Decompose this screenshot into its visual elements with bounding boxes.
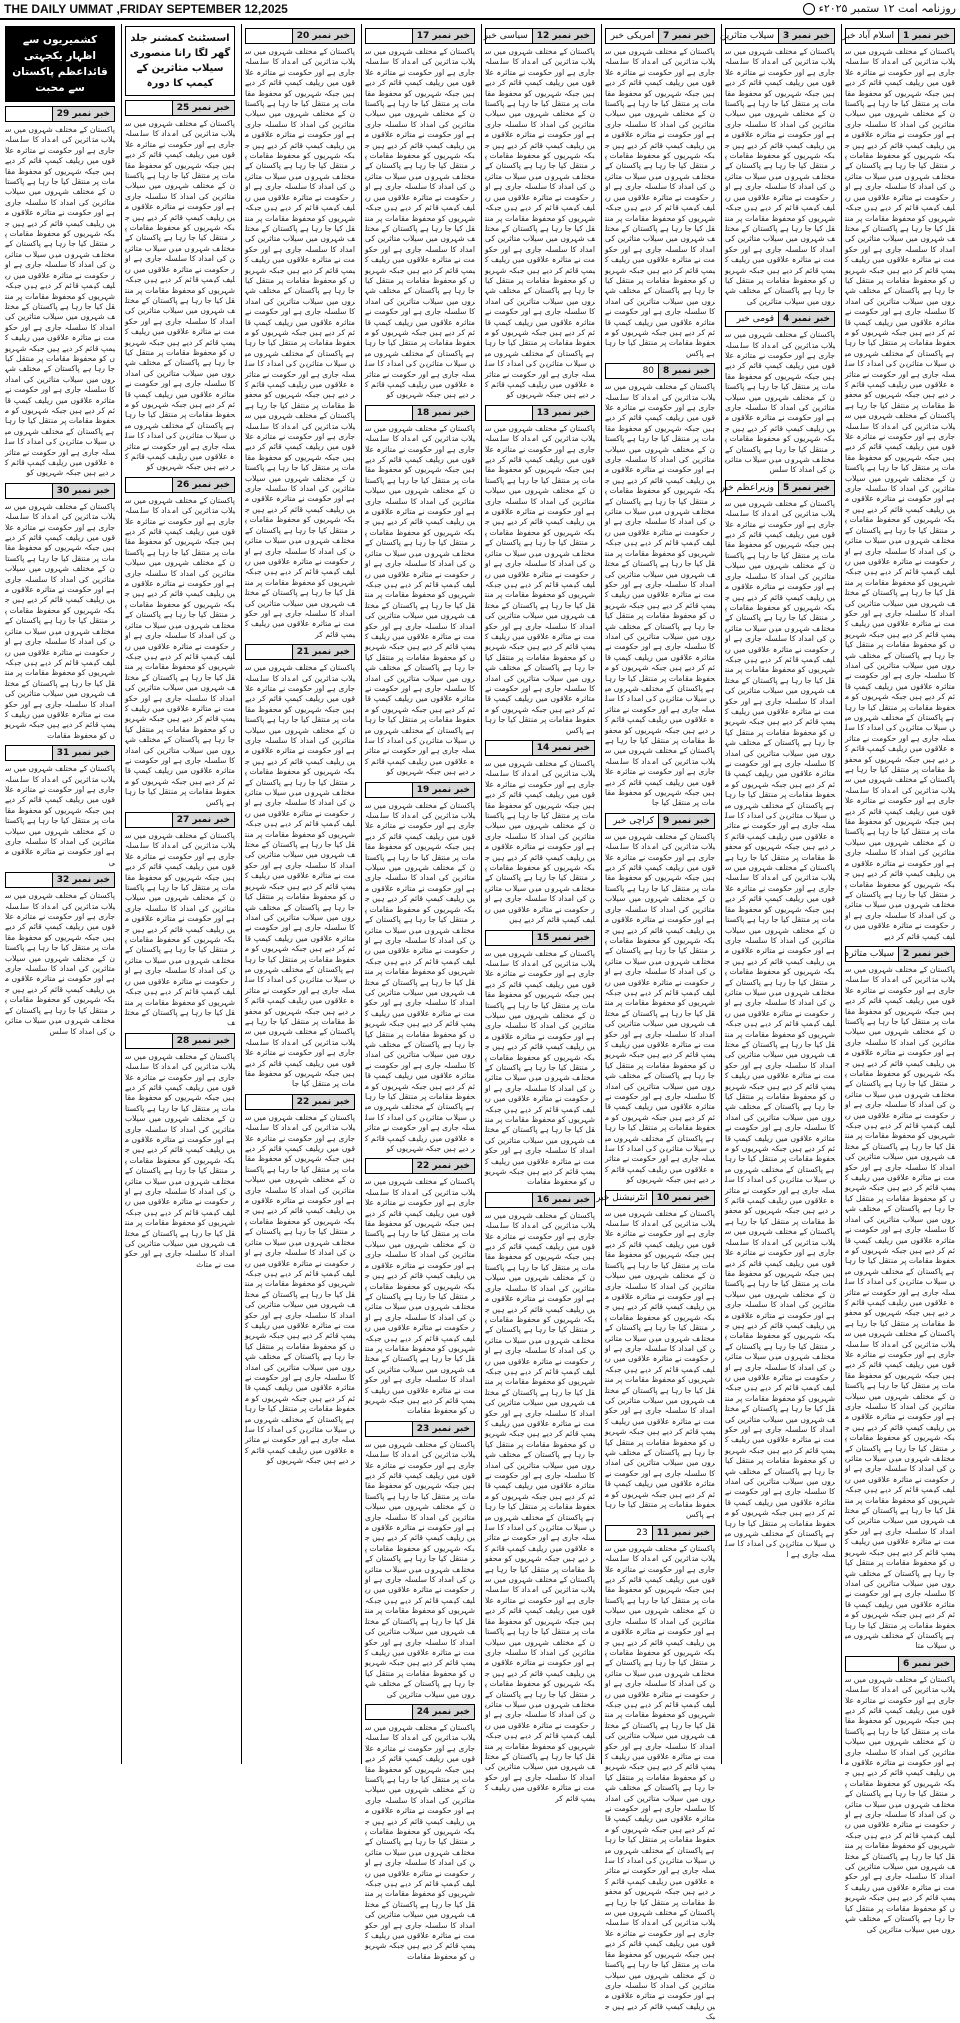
news-title <box>6 484 52 498</box>
headline-line-2: سیلاب متاثرین کے کیمپ کا دورہ <box>136 63 224 89</box>
news-title <box>366 1159 412 1173</box>
news-title: کراچی خبر <box>613 815 655 826</box>
news-title <box>486 741 532 755</box>
news-title <box>366 29 412 43</box>
news-number: خبر نمبر 20 <box>292 29 354 43</box>
banner-line-1: کشمیریوں سے اظہار یکجہتی <box>22 34 98 62</box>
news-number: خبر نمبر 26 <box>172 478 234 492</box>
news-number: خبر نمبر 10 <box>652 1191 714 1205</box>
news-header <box>365 1158 475 1174</box>
news-body: پاکستان کے مختلف شہروں میں سیلاب متاثرین کی امداد کا سلسلہ جاری ہے اور حکومت نے متاثرہ علاقوں میں ریلیف کیمپ قائم کر دیے ہیں جبکہ شہریوں کو محفوظ مقامات پر منتقل کیا جا رہا ہے پاکستان کے مختلف شہروں میں سیلاب متاثرین کی امداد کا سلسلہ جاری ہے اور حکومت نے متاثرہ علاقوں میں ریلیف کیمپ قائم کر دیے ہیں جبکہ شہریوں کو محفوظ مقامات پر منتقل کیا جا رہا ہے پاکستان کے مختلف شہروں میں سیلاب متاثرین کی امداد کا سلسلہ جاری ہے اور حکومت نے متاثرہ علاقوں میں ریلیف کیمپ قائم کر دیے ہیں جبکہ شہریوں کو محفوظ مقامات پر منتقل کیا جا رہا ہے پاکستان کے مختلف شہروں میں سیلاب متاثرین کی امداد کا سلسلہ جاری ہے اور حکومت نے متاثرہ علاقوں میں ریلیف کیمپ قائم کر دیے ہیں جبکہ شہریوں کو محفوظ مقامات پر منتقل کیا جا رہا ہے پاکستان کے مختلف شہروں میں سیلاب متاثرین کی امداد کا سلسلہ جاری ہے اور حکومت نے متاثرہ علاقوں میں ریلیف کیمپ قائم کر دیے ہیں جبکہ شہریوں کو محفوظ مقامات پر منتقل کیا جا رہا ہے پاکستان کے مختلف شہروں میں سیلاب متاثرین کی امداد کا سلسلہ جاری ہے اور حکومت نے متاثرہ علاقوں میں ریلیف کیمپ قائم کر دیے ہیں جبکہ شہریوں کو <box>485 47 595 400</box>
news-number: خبر نمبر 15 <box>532 931 594 945</box>
news-header <box>845 1656 955 1672</box>
news-number: خبر نمبر 18 <box>412 406 474 420</box>
news-body: پاکستان کے مختلف شہروں میں سیلاب متاثرین کی امداد کا سلسلہ جاری ہے اور حکومت نے متاثرہ علاقوں میں ریلیف کیمپ قائم کر دیے ہیں جبکہ شہریوں کو محفوظ مقامات پر منتقل کیا جا رہا ہے پاکستان کے مختلف شہروں میں سیلاب متاثرین کی امداد کا سلسلہ جاری ہے اور حکومت نے متاثرہ علاقوں میں ریلیف کیمپ قائم کر دیے ہیں جبکہ شہریوں کو محفوظ مقامات پر منتقل کیا جا رہا ہے پاکستان کے مختلف شہروں میں سیلاب متاثرین کی امداد کا سلسلہ جاری ہے اور حکومت نے متاثرہ علاقوں میں ریلیف کیمپ قائم کر دیے ہیں جبکہ شہریوں کو محفوظ مقامات پر منتقل کیا جا رہا ہے پاکستان کے مختلف شہروں میں سیلاب متاثرین کی امداد کا سلسلہ جاری ہے اور حکومت نے متاثرہ علاقوں میں ریلیف کیمپ قائم کر دیے ہیں جبکہ شہریوں کو محفوظ مقامات پر منتقل کیا جا رہا ہے پاکستان کے مختلف شہروں میں سیلاب متاثرین کی امداد کا سلسلہ جاری ہے اور حکومت نے متاثرہ علاقوں میں ریلیف کیمپ قائم کر دیے ہیں جبکہ شہریوں کو محفوظ مقامات پر منتقل کیا جا رہا ہے پاکس <box>125 495 235 807</box>
news-header <box>842 28 955 44</box>
news-header <box>605 813 715 829</box>
news-body: پاکستان کے مختلف شہروں میں سیلاب متاثرین کی امداد کا سلسلہ جاری ہے اور حکومت نے متاثرہ علاقوں میں ریلیف کیمپ قائم کر دیے ہیں جبکہ شہریوں کو محفوظ مقامات پر منتقل کیا جا رہا ہے پاکستان کے مختلف شہروں میں سیلاب متاثرین کی امداد کا سلسلہ جاری ہے اور حکومت نے متاثرہ علاقوں میں ریلیف کیمپ قائم کر دیے ہیں جبکہ شہریوں کو محفوظ مقامات پر منتقل کیا جا رہا ہے پاکستان کے مختلف شہروں میں سیلاب متاثرین کی امداد کا سلسلہ جاری ہے اور حکومت نے متاثرہ علاقوں میں ریلیف کیمپ قائم کر دیے ہیں جبکہ شہریوں کو محفوظ مقامات پر منتقل کیا جا رہا ہے پاکستان کے مختلف شہروں میں سیلاب متاثرین کی امداد کا سلسلہ جاری ہے اور حکومت نے متاثرہ علاقوں میں ریلیف کیمپ قائم کر دیے ہیں جبکہ شہریوں کو محفوظ مقامات <box>485 948 595 1187</box>
news-header <box>485 1192 595 1208</box>
news-header <box>125 812 235 828</box>
news-body: پاکستان کے مختلف شہروں میں سیلاب متاثرین کی امداد کا سلسلہ جاری ہے اور حکومت نے متاثرہ علاقوں میں ریلیف کیمپ قائم کر دیے ہیں جبکہ شہریوں کو محفوظ مقامات پر منتقل کیا جا رہا ہے پاکستان کے مختلف شہروں میں سیلاب متاثرین کی امداد کا سلسلہ جاری ہے اور حکومت نے متاثرہ علاقوں میں ریلیف کیمپ قائم کر دیے ہیں جبکہ شہریوں کو محفوظ مقامات پر منتقل کیا جا رہا ہے پاکستان کے مختلف شہروں میں سیلاب متاثرین کی امداد کا سلسلہ جاری ہے اور حکومت نے متاثرہ علاقوں میں ریلیف کیمپ قائم کر دیے ہیں جبکہ شہریوں کو محفوظ مقامات پر منتقل کیا جا رہا ہے پاکستان کے مختلف شہروں میں سیلاب متاثرین کی امداد کا سلسلہ جاری ہے اور حکومت نے متاثرہ علاقوں میں ریلیف کیمپ قائم کر دیے ہیں جبکہ شہریوں کو محفوظ مقامات پر منتقل کیا جا رہا ہے پاکستان کے مختلف شہروں میں سیلاب متاثرین کی <box>845 1674 955 1934</box>
news-title <box>126 101 172 115</box>
masthead-english-title: THE DAILY UMMAT ,FRIDAY SEPTEMBER 12,2025 <box>4 2 288 16</box>
news-header <box>365 1421 475 1437</box>
banner-line-2: قائداعظم پاکستان سے محبت <box>12 66 108 94</box>
newspaper-page <box>2 24 958 2022</box>
headline-line-1: اسسٹنٹ کمشنر جلد گھر لگا رانا منصوری <box>129 33 231 59</box>
news-number: خبر نمبر 16 <box>532 1193 594 1207</box>
news-body: پاکستان کے مختلف شہروں میں سیلاب متاثرین کی امداد کا سلسلہ جاری ہے اور حکومت نے متاثرہ علاقوں میں ریلیف کیمپ قائم کر دیے ہیں جبکہ شہریوں کو محفوظ مقامات پر منتقل کیا جا رہا ہے پاکستان کے مختلف شہروں میں سیلاب متاثرین کی امداد کا سلسلہ جاری ہے اور حکومت نے متاثرہ علاقوں میں ریلیف کیمپ قائم کر دیے ہیں جبکہ شہریوں کو محفوظ مقامات پر منتقل کیا جا رہا ہے پاکستان کے مختلف شہروں میں سیلاب متاثرین کی امداد کا سلسلہ جاری ہے اور حکومت نے متاثرہ علاقوں میں ریلیف کیمپ قائم کر دیے ہیں جبکہ شہریوں کو محفوظ مقامات پر منتقل کیا جا رہا ہے پاکستان کے مختلف شہروں میں سیلاب متاثرین کی امداد کا سلسلہ جاری ہے اور حکومت نے متاثرہ علاقوں میں ریلیف کیمپ قائم کر دیے ہیں جبکہ شہریوں کو محفوظ مقامات <box>365 1177 475 1416</box>
news-title: سیلاب متاثرین <box>719 31 775 41</box>
column-2 <box>721 24 838 1764</box>
news-number: خبر نمبر 25 <box>172 101 234 115</box>
news-header <box>125 477 235 493</box>
news-header <box>365 1704 475 1720</box>
news-number: خبر نمبر 1 <box>898 29 954 43</box>
news-header <box>485 28 595 44</box>
news-number: خبر نمبر 8 <box>658 364 714 378</box>
news-number: خبر نمبر 12 <box>532 29 594 43</box>
news-title <box>366 1422 412 1436</box>
news-title <box>366 783 412 797</box>
news-title <box>6 873 52 887</box>
news-title: قومی خبر <box>736 314 775 325</box>
news-title <box>486 406 532 420</box>
news-body: پاکستان کے مختلف شہروں میں سیلاب متاثرین کی امداد کا سلسلہ جاری ہے اور حکومت نے متاثرہ علاقوں میں ریلیف کیمپ قائم کر دیے ہیں جبکہ شہریوں کو محفوظ مقامات پر منتقل کیا جا رہا ہے پاکستان کے مختلف شہروں میں سیلاب متاثرین کی امداد کا سلسلہ جاری ہے اور حکومت نے متاثرہ علاقوں میں ریلیف کیمپ قائم کر دیے ہیں جبکہ شہریوں کو محفوظ مقامات پر منتقل کیا جا رہا ہے پاکستان کے مختلف شہروں میں سیلاب متاثرین کی امداد کا سلسلہ جاری ہے اور حکومت نے متاثرہ علاقوں میں ریلیف کیمپ قائم کر دیے ہیں جبکہ شہریوں کو محفوظ مقامات پر منتقل کیا جا رہا ہے پاکستان کے مختلف شہروں میں سیلاب متاثرین کی امداد کا سلسلہ جاری ہے اور حکومت نے متاثرہ علاقوں میں ریلیف کیمپ قائم کر دیے ہیں جبکہ شہریوں کو محفوظ مقامات پر منتقل کیا جا رہا ہے پاکستان کے مختلف شہروں میں سیلاب متاثرین کی <box>365 1439 475 1699</box>
masthead-urdu-text: روزنامہ امت ۱۲ ستمبر ۲۰۲۵ء <box>818 2 956 15</box>
news-body: پاکستان کے مختلف شہروں میں سیلاب متاثرین کی امداد کا سلسلہ جاری ہے اور حکومت نے متاثرہ علاقوں میں ریلیف کیمپ قائم کر دیے ہیں جبکہ شہریوں کو محفوظ مقامات پر منتقل کیا جا رہا ہے پاکستان کے مختلف شہروں میں سیلاب متاثرین کی امداد کا سلسلہ جاری ہے اور حکومت نے متاثرہ علاقوں میں ریلیف کیمپ قائم کر دیے ہیں جبکہ شہریوں کو محفوظ مقامات پر منتقل کیا جا رہا ہے پاکستان کے مختلف شہروں میں سیلاب متاثرین کی امداد کا سلسلہ جاری ہے اور حکومت نے متاثرہ علاقوں میں ریلیف کیمپ قائم کر دیے ہیں جبکہ شہریوں کو محفوظ مقامات پر منتقل کیا جا رہا ہے پاکستان کے مختلف شہروں میں سیلاب متاثرین کی امداد کا سلسلہ جاری ہے اور حکومت نے متاثرہ علاقوں میں ریلیف کیمپ قائم کر دیے ہیں جبکہ شہریوں کو محفوظ مقامات پر منتقل کیا جا رہا ہے پاکستان کے مختلف شہروں میں سیلاب متاثرین کی امداد کا سلسلہ جاری ہے اور حکومت نے متاثرہ علاقوں میں ریلیف کیمپ قائم کر دیے ہیں جبکہ شہریوں کو محفوظ مقامات پر منتقل کیا جا رہا ہے پاکستان کے مختلف شہروں میں سیلاب متاثرین کی امداد کا سلسلہ جاری ہے اور حکومت نے متاثرہ علاقوں میں ریلیف کیمپ قائم کر دیے ہیں جبکہ شہریوں کو محفوظ مقامات پر منتقل کیا جا رہا ہے پاکستان کے مختلف شہروں میں سیلاب متاثرین کی امداد کا سلسلہ جاری ہے اور حکومت نے متاثرہ علاقوں میں ریلیف کیمپ قائم کر دیے ہیں جبکہ شہریوں کو محفوظ مقامات پر منتقل کیا جا رہا ہے پاکستان کے مختلف شہروں میں سیلاب متاثرین کی امداد کا سلسلہ جاری ہے اور حکومت نے متاثرہ علاقوں میں ریلیف کیمپ قائم کر دیے ہیں جبکہ شہریوں کو محفوظ مقامات پر منتقل کیا جا رہا ہے پاکستان کے مختلف شہروں میں سیلاب متاثرین کی امداد کا سلسلہ جاری ہے اور حکومت نے متاثرہ علاقوں میں ریلیف کیمپ قائم کر دیے ہیں جبکہ شہریوں کو محفوظ مقامات پر منتقل کیا جا رہا ہے پاکستان کے مختلف شہروں میں سیلاب متاثرین کی امداد کا سلسلہ جاری ہے اور حکومت نے متاثرہ علاقوں میں ریلیف کیمپ قائم کر <box>245 47 355 639</box>
news-header <box>720 480 835 496</box>
news-title <box>6 107 52 121</box>
headline-box <box>125 26 235 96</box>
news-body: پاکستان کے مختلف شہروں میں سیلاب متاثرین کی امداد کا سلسلہ جاری ہے اور حکومت نے متاثرہ علاقوں میں ریلیف کیمپ قائم کر دیے ہیں جبکہ شہریوں کو محفوظ مقامات پر منتقل کیا جا رہا ہے پاکستان کے مختلف شہروں میں سیلاب متاثرین کی امداد کا سلسلہ جاری ہے اور حکومت نے متاثرہ علاقوں میں ریلیف کیمپ قائم کر دیے ہیں جبکہ شہریوں کو محفوظ مقامات پر منتقل کیا جا رہا ہے پاکستان کے مختلف شہروں میں سیلاب متاثرین کی امداد کا سلسلہ جاری ہے اور حکومت نے متاثرہ علاقوں میں ریلیف کیمپ قائم کر دیے ہیں جبکہ شہریوں کو محفوظ مقامات پر منتقل کیا جا رہا ہے پاکستان کے مختلف شہروں میں سیلاب متاثرین کی امداد کا سلسلہ جاری ہے اور حکومت نے متاثرہ علاقوں میں ریلیف کیمپ قائم کر دیے ہیں جبکہ شہریوں کو محفوظ مقامات پر منتقل کیا جا رہا ہے پاکستان کے مختلف شہروں میں سیلاب متاثرین کی امداد کا سلسلہ جاری ہے اور حکومت نے متاثرہ علاقوں میں ریلیف کیمپ قائم کر دیے ہیں جبکہ شہریوں کو محفوظ مقامات پر منتقل کیا جا رہا ہے پاکستان کے مختلف شہروں میں سیلاب متاثرین کی امداد کا سلسلہ جاری ہے اور حکومت نے متاثرہ علاقوں میں ریلیف کیمپ قائم کر دیے ہیں جبکہ شہریوں کو <box>245 1112 355 1466</box>
news-number: خبر نمبر 21 <box>292 645 354 659</box>
news-number: خبر نمبر 6 <box>898 1657 954 1671</box>
banner-headline <box>5 26 115 102</box>
column-3 <box>596 24 718 2022</box>
news-header <box>719 28 835 44</box>
news-header <box>845 946 955 962</box>
news-body: پاکستان کے مختلف شہروں میں سیلاب متاثرین کی امداد کا سلسلہ جاری ہے اور حکومت نے متاثرہ علاقوں میں ریلیف کیمپ قائم کر دیے ہیں جبکہ شہریوں کو محفوظ مقامات پر منتقل کیا جا رہا ہے پاکستان کے مختلف شہروں میں سیلاب متاثرین کی امداد کا سلسلہ جاری ہے اور حکومت نے متاثرہ علاقوں میں ریلیف کیمپ قائم کر دیے ہیں جبکہ شہریوں کو محفوظ مقامات پر منتقل کیا جا رہا ہے پاکستان کے مختلف شہروں میں سیلاب متاثرین کی امداد کا سلسلہ جاری ہے اور حکومت نے متاثرہ علاقوں میں ریلیف کیمپ قائم کر دیے ہیں جبکہ شہریوں کو محفوظ مقامات پر منتقل کیا جا رہا ہے پاکستان کے مختلف شہروں میں سیلاب متاثرین کی امداد کا سلسلہ جاری ہے اور حکومت نے متاثرہ علاقوں میں ریلیف کیمپ قائم کر دیے ہیں جبکہ شہریوں کو محفوظ مقامات <box>5 501 115 740</box>
news-number: خبر نمبر 27 <box>172 813 234 827</box>
news-title: 23 <box>636 1527 648 1538</box>
news-body: پاکستان کے مختلف شہروں میں سیلاب متاثرین کی امداد کا سلسلہ جاری ہے اور حکومت نے متاثرہ علاقوں میں ریلیف کیمپ قائم کر دیے ہیں جبکہ شہریوں کو محفوظ مقامات پر منتقل کیا جا رہا ہے پاکستان کے مختلف شہروں میں سیلاب متاثرین کی امداد کا سلسلہ جاری ہے اور حکومت نے متاثرہ علاقوں میں ریلیف کیمپ قائم کر دیے ہیں جبکہ شہریوں کو محفوظ مقامات پر منتقل کیا جا رہا ہے پاکستان کے مختلف شہروں میں سیلاب متاثرین کی امداد کا سلسلہ جاری ہے اور حکومت نے متاثرہ علاقوں میں ریلیف کیمپ قائم کر دیے ہیں <box>485 759 595 925</box>
news-title <box>126 478 172 492</box>
news-body: پاکستان کے مختلف شہروں میں سیلاب متاثرین کی امداد کا سلسلہ جاری ہے اور حکومت نے متاثرہ علاقوں میں ریلیف کیمپ قائم کر دیے ہیں جبکہ شہریوں کو محفوظ مقامات پر منتقل کیا جا رہا ہے پاکستان کے مختلف شہروں میں سیلاب متاثرین کی امداد کا سلسلہ جاری ہے اور حکومت نے متاثرہ علاقوں میں ریلیف کیمپ قائم کر دیے ہیں جبکہ شہریوں کو محفوظ مقامات پر منتقل کیا جا رہا ہے پاکستان کے مختلف شہروں میں سیلاب متاثرین کی امداد کا سلسلہ جاری ہے اور حکومت نے متاثرہ علاقوں میں ریلیف کیمپ قائم کر دیے ہیں جبکہ شہریوں کو محفوظ مقامات پر منتقل کیا جا رہا ہے پاکستان کے مختلف شہروں میں سیلاب متاثرین کی امداد کا سلسلہ جاری ہے اور حکومت نے متاثرہ علاقوں میں ریلیف کیمپ قائم کر دیے ہیں جبکہ شہریوں کو محفوظ مقامات پر منتقل کیا جا رہا ہے پاکستان کے مختلف شہروں میں سیلاب متاثرین کی امداد کا سلسلہ جاری ہے اور حکومت نے متاثرہ علاقوں میں ریلیف کیمپ قائم کر دیے ہیں جبکہ شہریوں کو محفوظ مقامات پر منتقل کیا جا رہا ہے پاکس <box>605 47 715 358</box>
news-title <box>246 645 292 659</box>
masthead-urdu-title <box>800 2 956 15</box>
news-number: خبر نمبر 30 <box>52 484 114 498</box>
news-number: خبر نمبر 2 <box>898 947 954 961</box>
news-header <box>605 1525 715 1541</box>
news-title: 80 <box>642 366 655 377</box>
news-title <box>366 406 412 420</box>
news-title <box>486 931 532 945</box>
news-number: خبر نمبر 14 <box>532 741 594 755</box>
news-body: پاکستان کے مختلف شہروں میں سیلاب متاثرین کی امداد کا سلسلہ جاری ہے اور حکومت نے متاثرہ علاقوں میں ریلیف کیمپ قائم کر دیے ہیں جبکہ شہریوں کو محفوظ مقامات پر منتقل کیا جا رہا ہے پاکستان کے مختلف شہروں میں سیلاب متاثرین کی امداد کا سلسلہ جاری ہے اور حکومت نے متاثرہ علاقوں میں ریلیف کیمپ قائم کر دیے ہیں جبکہ شہریوں کو محفوظ مقامات پر منتقل کیا جا رہا ہے پاکستان کے مختلف شہروں میں سیلاب متاثرین کی امداد کا سلسلہ جاری ہے اور حکومت نے متاثرہ علاقوں میں ریلیف کیمپ قائم کر دیے ہیں جبکہ شہریوں کو محفوظ مقامات پر منتقل کیا جا رہا ہے پاکستان کے مختلف شہروں میں سیلاب متاثرین کی امداد کا سلسلہ جاری ہے اور حکومت نے متاثرہ علاقوں میں ریلیف کیمپ قائم کر دیے ہیں جبکہ شہریوں کو محفوظ مقامات پر منتقل کیا جا رہا ہے پاکستان کے مختلف شہروں میں سیلاب متاثرین کی امداد کا سلسلہ جاری ہے اور حکومت نے متاثرہ علاقوں میں ریلیف کیمپ قائم کر دیے ہیں جبکہ شہریوں کو محفوظ مقامات پر منتقل کیا جا رہا ہے پاکستان کے مختلف شہروں میں سیلاب متاثرین کی امداد کا سلسلہ جاری ہے اور حکومت نے متاثرہ علاقوں میں ریلیف کیمپ قائم کر دیے ہیں جبکہ شہریوں کو <box>365 423 475 777</box>
news-number: خبر نمبر 24 <box>412 1705 474 1719</box>
news-body: پاکستان کے مختلف شہروں میں سیلاب متاثرین کی امداد کا سلسلہ جاری ہے اور حکومت نے متاثرہ علاقوں میں ریلیف کیمپ قائم کر دیے ہیں جبکہ شہریوں کو محفوظ مقامات پر منتقل کیا جا رہا ہے پاکستان کے مختلف شہروں میں سیلاب متاثرین کی امداد کا سلسلہ جاری ہے اور حکومت نے متاثرہ علاقوں میں ریلیف کیمپ قائم کر دیے ہیں جبکہ شہریوں کو محفوظ مقامات پر منتقل کیا جا رہا ہے پاکستان کے مختلف شہروں میں سیلاب متاثرین کی امداد کا سلسلہ جاری ہے اور حکومت نے متاثرہ علاقوں میں ریلیف کیمپ قائم کر دیے ہیں جبکہ شہریوں کو محفوظ مقامات پر منتقل کیا جا رہا ہے پاکستان کے مختلف شہروں میں سیلاب متاثرین کی امداد کا سلسلہ جاری ہے اور حکومت نے متاثرہ علاقوں میں ریلیف کیمپ قائم کر دیے ہیں جبکہ شہریوں کو محفوظ مقامات پر منتقل کیا جا رہا ہے پاکستان کے مختلف شہروں میں سیلاب متاثرین کی امداد کا سلسلہ جاری ہے اور حکومت نے متاثرہ علاقوں میں ریلیف کیمپ قائم کر دیے ہیں جبکہ شہریوں کو محفوظ مقامات پر منتقل کیا جا رہا ہے پاکس <box>485 423 595 735</box>
news-body: پاکستان کے مختلف شہروں میں سیلاب متاثرین کی امداد کا سلسلہ جاری ہے اور حکومت نے متاثرہ علاقوں میں ریلیف کیمپ قائم کر دیے ہیں جبکہ شہریوں کو محفوظ مقامات پر منتقل کیا جا رہا ہے پاکستان کے مختلف شہروں میں سیلاب متاثرین کی امداد کا سلسلہ جاری ہے اور حکومت نے متاثرہ علاقوں میں ریلیف کیمپ قائم کر دیے ہیں جبکہ شہریوں کو محفوظ مقامات پر منتقل کیا جا رہا ہے پاکستان کے مختلف شہروں میں سیلاب متاثرین کی امداد کا سلسلہ جاری ہے اور حکومت نے متاثرہ علاقوں میں ریلیف کیمپ قائم کر دیے ہیں جبکہ شہریوں کو محفوظ مقامات پر منتقل کیا جا رہا ہے پاکستان کے مختلف شہروں میں سیلاب متاثرین کی امداد کا سلسلہ جاری ہے اور حکومت نے متاثرہ علاقوں میں ریلیف کیمپ قائم کر دیے ہیں جبکہ شہریوں کو محفوظ مقامات پر منتقل کیا جا رہا ہے پاکستان کے مختلف شہروں میں سیلاب متاثرین کی امداد کا سلسلہ جاری ہے اور حکومت نے متاثرہ علاقوں میں ریلیف کیمپ قائم کر دیے ہیں جبکہ شہریوں کو محفوظ مقامات پر منتقل کیا جا رہا ہے پاکستان کے مختلف شہروں میں سیلاب متاثرین کی امداد کا سلسلہ جاری ہے اور حکومت نے متاثرہ علاقوں میں ریلیف کیمپ قائم کر دیے ہیں جبکہ شہریوں کو محفوظ مقامات پر منتقل کیا جا رہا ہے پاکستان کے مختلف شہروں میں سیلاب متاثرین کی امداد کا سلسلہ جاری ہے اور حکومت نے متاثرہ علاقوں میں ریلیف کیمپ قائم کر دیے ہیں جبکہ شہریوں کو محفوظ مقامات پر منتقل کیا جا رہا ہے پاکستان کے مختلف شہروں میں سیلاب متاثرین کی امداد کا سلسلہ جاری ہے اور حکومت نے متاثرہ علاقوں میں ریلیف کیمپ قائم کر دیے ہیں جبک <box>605 1543 715 2022</box>
news-header <box>5 872 115 888</box>
news-title: وزیراعظم خبر <box>720 482 775 493</box>
column-5 <box>361 24 478 1961</box>
news-title <box>126 1034 172 1048</box>
news-body: پاکستان کے مختلف شہروں میں سیلاب متاثرین کی امداد کا سلسلہ جاری ہے اور حکومت نے متاثرہ علاقوں میں ریلیف کیمپ قائم کر دیے ہیں جبکہ شہریوں کو محفوظ مقامات پر منتقل کیا جا رہا ہے پاکستان کے مختلف شہروں میں سیلاب متاثرین کی امداد کا سلسلہ جاری ہے اور حکومت نے متاثرہ علاقوں میں ریلیف کیمپ قائم کر دیے ہیں جبکہ شہریوں کو محفوظ مقامات پر منتقل کیا جا رہا ہے پاکستان کے مختلف شہروں میں سیلاب متاثرین کی امداد کا سلسلہ جاری ہے اور حکومت نے متاثرہ علاقوں میں ریلیف کیمپ قائم کر دیے ہیں جبکہ شہریوں کو محفوظ مقامات پر منتقل کیا جا رہا ہے پاکستان کے مختلف شہروں میں سیلاب متاثرین کی امداد کا سلسلہ جاری ہے اور حکومت نے متاثرہ علاقوں میں ریلیف کیمپ قائم کر دیے ہیں جبکہ شہریوں کو محفوظ مقامات <box>365 1722 475 1961</box>
news-header <box>485 405 595 421</box>
news-title <box>246 1095 292 1109</box>
news-body: پاکستان کے مختلف شہروں میں سیلاب متاثرین کی امداد کا سلسلہ جاری ہے اور حکومت نے متاثرہ علاقوں میں ریلیف کیمپ قائم کر دیے ہیں جبکہ شہریوں کو محفوظ مقامات پر منتقل کیا جا رہا ہے پاکستان کے مختلف شہروں میں سیلاب متاثرین کی امداد کا سلسلہ جاری ہے اور حکومت نے متاثرہ علاقوں میں ریلیف کیمپ قائم کر دیے ہیں جبکہ شہریوں کو محفوظ مقامات پر منتقل کیا جا رہا ہے پاکستان کے مختلف شہروں میں سیلاب متاثرین کی امداد کا سلسلہ جاری ہے اور حکومت نے متاثرہ علاقوں میں ریلیف کیمپ قائم کر دیے ہیں جبکہ شہریوں کو محفوظ مقامات پر منتقل کیا جا رہا ہے پاکستان کے مختلف شہروں میں سیلاب متاثرین کی امداد کا سلسلہ جاری ہے اور حکومت نے متاثرہ علاقوں میں ریلیف کیمپ قائم کر دیے ہیں جبکہ شہریوں کو محفوظ مقامات پر منتقل کیا جا رہا ہے پاکستان کے مختلف شہروں میں سیلاب متاثرین کی امداد کا سلسلہ جاری ہے اور حکومت نے متاثرہ علاقوں میں ریلیف کیمپ قائم کر دیے ہیں جبکہ شہریوں کو محفوظ مقامات پر منتقل کیا جا رہا ہے پاکستان کے مختلف شہروں میں سیلاب متاثرین کی امداد کا سلسلہ جاری ہے اور حکومت نے متاثرہ علاقوں میں ریلیف کیمپ قائم کر دیے ہیں جبکہ شہریوں کو <box>125 119 235 472</box>
news-body: پاکستان کے مختلف شہروں میں سیلاب متاثرین کی امداد کا سلسلہ جاری ہے اور حکومت نے متاثرہ علاقوں میں ریلیف کیمپ قائم کر دیے ہیں جبکہ شہریوں کو محفوظ مقامات پر منتقل کیا جا رہا ہے پاکستان کے مختلف شہروں میں سیلاب متاثرین کی امداد کا سلسلہ جاری ہے اور حکومت نے متاثرہ علاقوں میں ریلیف کیمپ قائم کر دیے ہیں جبکہ شہریوں کو محفوظ مقامات پر منتقل کیا جا رہا ہے پاکستان کے مختلف شہروں میں سیلاب متاثرین کی امداد کا سلسلہ جاری ہے اور حکومت نے متاثرہ علاقوں میں ریلیف کیمپ قائم کر دیے ہیں جبکہ شہریوں کو محفوظ مقامات پر منتقل کیا جا رہا ہے پاکستان کے مختلف <box>125 831 235 1028</box>
news-title: سیاسی خبر <box>483 31 528 41</box>
column-4 <box>481 24 598 1803</box>
news-number: خبر نمبر 31 <box>52 746 114 760</box>
news-header <box>125 100 235 116</box>
column-7 <box>121 24 238 1764</box>
news-header <box>5 483 115 499</box>
news-title: اسلام آباد خبر <box>842 31 895 41</box>
news-number: خبر نمبر 13 <box>532 406 594 420</box>
news-header <box>245 644 355 660</box>
news-number: خبر نمبر 11 <box>652 1526 714 1540</box>
news-body: پاکستان کے مختلف شہروں میں سیلاب متاثرین کی امداد کا سلسلہ جاری ہے اور حکومت نے متاثرہ علاقوں میں ریلیف کیمپ قائم کر دیے ہیں جبکہ شہریوں کو محفوظ مقامات پر منتقل کیا جا رہا ہے پاکستان کے مختلف شہروں میں سیلاب متاثرین کی امداد کا سلسلہ جاری ہے اور حکومت نے متاثرہ علاقوں میں ریلیف کیمپ قائم کر دیے ہیں جبکہ شہریوں کو محفوظ مقامات پر منتقل کیا جا رہا ہے پاکستان کے مختلف شہروں میں سیلاب متاثرین کی امداد کا سلسلہ جاری ہے اور حکومت نے متاثرہ علاقوں میں ریلیف کیمپ قائم کر دیے ہیں جبکہ شہریوں کو محفوظ مقامات پر منتقل کیا جا رہا ہے پاکستان کے مختلف شہروں میں سیلاب متاثرین کی امداد کا سلسلہ جاری ہے اور حکومت نے متاثرہ علاقوں میں ریلیف کیمپ قائم کر دیے ہیں جبکہ شہریوں کو محفوظ مقامات پر منتقل کیا جا رہا ہے پاکستان کے مختلف شہروں میں سیلاب متاثرین کی امداد کا سلسلہ جاری ہے اور حکومت نے متاثرہ علاقوں میں ریلیف کیمپ قائم کر دیے ہیں جبکہ شہریوں کو محفوظ مقامات پر منتقل کیا جا رہا ہے پاکستان کے مختلف شہروں میں سیلاب متاثرین کی امداد کا سلسلہ جاری ہے اور حکومت نے متاثرہ علاقوں میں ریلیف کیمپ قائم کر دیے ہیں جبکہ شہریوں کو <box>365 800 475 1154</box>
news-body: پاکستان کے مختلف شہروں میں سیلاب متاثرین کی امداد کا سلسلہ جاری ہے اور حکومت نے متاثرہ علاقوں میں ریلیف کیمپ قائم کر دیے ہیں جبکہ شہریوں کو محفوظ مقامات پر منتقل کیا جا رہا ہے پاکستان کے مختلف شہروں میں سیلاب متاثرین کی امداد کا سلسلہ جاری ہے اور حکومت نے متاثرہ علاقوں میں ریلیف کیمپ قائم کر دیے ہیں جبکہ شہریوں کو محفوظ مقامات پر منتقل کیا جا رہا ہے پاکستان کے مختلف شہروں میں سیلاب متاثرین کی امداد کا سلسلہ جاری ہے اور حکومت نے متاثرہ علاقوں میں ریلیف کیمپ قائم کر دیے ہیں جبکہ شہریوں کو محفوظ مقامات پر منتقل کیا جا رہا ہے پاکستان کے مختلف شہروں میں سیلاب متاثرین کی امداد کا سلسلہ جاری ہے اور حکومت نے متاثرہ علاقوں میں ریلیف کیمپ قائم کر دیے ہیں جبکہ شہریوں کو محفوظ مقامات پر منتقل کیا جا رہا ہے پاکستان کے مختلف شہروں میں سیلاب متاثرین کی <box>725 47 835 306</box>
news-title <box>486 1193 532 1207</box>
news-body: پاکستان کے مختلف شہروں میں سیلاب متاثرین کی امداد کا سلسلہ جاری ہے اور حکومت نے متاثرہ علاقوں میں ریلیف کیمپ قائم کر دیے ہیں جبکہ شہریوں کو محفوظ مقامات پر منتقل کیا جا رہا ہے پاکستان کے مختلف شہروں میں سیلاب متاثرین کی امداد کا سلسلہ جاری ہے اور حکومت نے متاثرہ علاقوں میں ریلیف کیمپ قائم کر دیے ہیں جبکہ شہریوں کو محفوظ مقامات پر منتقل کیا جا رہا ہے پاکستان کے مختلف شہروں میں سیلاب متاثرین کی امداد کا سلسلہ جاری ہے اور حکومت نے متاثرہ علاقوں میں ریلیف کیمپ قائم کر دیے ہیں جبکہ شہریوں کو محفوظ مقامات پر منتقل کیا جا رہا ہے پاکستان کے مختلف شہروں میں سیلاب متاثرین کی امداد کا سلسلہ جاری ہے اور حکومت نے متاثرہ علاقوں میں ریلیف کیمپ قائم کر دیے ہیں جبکہ شہریوں کو محفوظ مقامات پر منتقل کیا جا رہا ہے پاکستان کے مختلف شہروں میں سیلاب متاثرین کی امداد کا سلسلہ جاری ہے اور حکومت نے متاثرہ علاقوں میں ریلیف کیمپ قائم کر دیے ہیں جبکہ شہریوں کو محفوظ مقامات پر منتقل کیا جا رہا ہے پاکس <box>605 1208 715 1520</box>
column-6 <box>241 24 358 1764</box>
news-number: خبر نمبر 4 <box>778 312 834 326</box>
news-body: پاکستان کے مختلف شہروں میں سیلاب متاثرین کی امداد کا سلسلہ جاری ہے اور حکومت نے متاثرہ علاقوں میں ریلیف کیمپ قائم کر دیے ہیں جبکہ شہریوں کو محفوظ مقامات پر منتقل کیا جا رہا ہے پاکستان کے مختلف شہروں میں سیلاب متاثرین کی امداد کا سلسلہ جاری ہے اور حکومت نے متاثرہ علاقوں میں ریلیف کیمپ قائم کر دیے ہیں جبکہ شہریوں کو محفوظ مقامات پر منتقل کیا جا رہا ہے پاکستان کے مختلف شہروں میں سیلاب متاثرین کی امداد کا سلسلہ جاری ہے اور حکومت نے متاثرہ علاقوں میں ریلیف کیمپ قائم کر دیے ہیں جبکہ شہریوں کو محفوظ مقامات پر منتقل کیا جا رہا ہے پاکستان کے مختلف شہروں میں سیلاب متاثرین کی امداد کا سلسلہ جاری ہے اور حکومت نے متاثرہ علاقوں میں ریلیف کیمپ قائم کر دیے ہیں جبکہ شہریوں کو محفوظ مقامات پر منتقل کیا جا رہا ہے پاکستان کے مختلف شہروں میں سیلاب متاثرین کی امداد کا سلسلہ جاری ہے اور حکومت نے متاثرہ علاقوں میں ریلیف کیمپ قائم کر دیے ہیں جبکہ شہریوں کو محفوظ مقامات پر منتقل کیا جا رہا ہے پاکستان کے مختلف شہروں میں سیلاب متاثرین کی امداد کا سلسلہ جاری ہے اور حکومت نے متاثرہ علاقوں میں ریلیف کیمپ قائم کر دیے ہیں جبکہ شہریوں کو <box>605 831 715 1185</box>
news-number: خبر نمبر 19 <box>412 783 474 797</box>
news-number: خبر نمبر 28 <box>172 1034 234 1048</box>
news-number: خبر نمبر 23 <box>412 1422 474 1436</box>
masthead <box>0 0 960 20</box>
news-header <box>365 782 475 798</box>
news-body: پاکستان کے مختلف شہروں میں سیلاب متاثرین کی امداد کا سلسلہ جاری ہے اور حکومت نے متاثرہ علاقوں میں ریلیف کیمپ قائم کر دیے ہیں جبکہ شہریوں کو محفوظ مقامات پر منتقل کیا جا رہا ہے پاکستان کے مختلف شہروں میں سیلاب متاثرین کی امداد کا سلسلہ جاری ہے اور حکومت نے متاثرہ علاقوں میں ریلیف کیمپ قائم کر دیے ہیں جبکہ شہریوں کو محفوظ مقامات پر منتقل کیا جا رہا ہے پاکستان کے مختلف شہروں میں سیلاب متاثرین کی امداد کا سلسلہ جاری ہے اور حکومت نے متاثرہ علاقوں میں ریلیف کیمپ قائم کر دیے ہیں جبکہ شہریوں کو محفوظ مقامات پر منتقل کیا جا رہا ہے پاکستان کے مختلف شہروں میں سیلاب متاثرین کی امداد کا سلسلہ جاری ہے اور حکومت نے متاثرہ علاقوں میں ریلیف کیمپ قائم کر دیے ہیں جبکہ شہریوں کو محفوظ مقامات پر منتقل کیا جا رہا ہے پاکستان کے مختلف شہروں میں سیلاب متاثرین کی امداد کا سلسلہ جاری ہے اور حکومت نے متاثرہ علاقوں میں ریلیف کیمپ قائم کر دیے ہیں جبکہ شہریوں کو محفوظ مقامات پر منتقل کیا جا رہا ہے پاکستان کے مختلف شہروں میں سیلاب متاثرین کی امداد کا سلسلہ جاری ہے اور حکومت نے متاثرہ علاقوں میں ریلیف کیمپ قائم کر دیے ہیں جبکہ شہریوں کو محفوظ مقامات پر منتقل کیا جا رہا ہے پاکستان کے مختلف شہروں میں سیلاب متاثرین کی امداد کا سلسلہ جاری ہے اور حکومت نے متاثرہ علاقوں میں ریلیف کیمپ قائم کر دیے ہیں جبکہ شہریوں کو محفوظ مقامات پر منتقل کیا جا رہا ہے پاکستان کے مختلف شہروں میں سیلاب متاثرین کی امداد کا سلسلہ جاری ہے اور حکومت نے متاثرہ علاقوں میں ریلیف کیمپ قائم کر دیے ہیں جبکہ شہریوں کو محفوظ مقامات پر منتقل کیا جا رہا ہے پاکستان کے مختلف شہروں میں سیلاب متاثرین کی امداد کا سلسلہ جاری ہے اور حکومت نے متاثرہ علاقوں میں ریلیف کیمپ قائم کر دیے ہیں جبکہ شہریوں کو محفوظ مقامات پر منتقل کیا جا رہا ہے پاکستان کے مختلف شہروں میں سیلاب متاثرین کی امداد کا سلسلہ جاری ہے اور حکومت نے متاثرہ علاقوں میں ریلیف کیمپ قائم کر دیے ہیں جبکہ شہریوں کو محفوظ مقامات پر منتقل کیا جا رہا ہے پاکستان کے مختلف شہروں میں سیلاب متاثرین کی امداد کا سلسلہ جاری ہے اور حکومت نے متاثرہ علاقوں میں ریلیف کیمپ قائم کر دیے ہیں جبکہ شہریوں کو محفوظ مقامات پر منتقل کیا جا رہا ہے پاکستان کے مختلف شہروں میں سیلاب متاثرین کی امداد کا سلسلہ جاری ہے اور حکومت نے متاثرہ علاقوں میں ریلیف کیمپ قائم کر دیے ہیں جبکہ شہریوں کو محفوظ مقامات پر منتقل کیا جا رہا ہے پاکستان کے مختلف شہروں میں سیلاب متاثرین کی امداد کا سلسلہ جاری ہے اور حکومت نے متاثرہ علاقوں میں ریلیف کیمپ قائم کر دیے ہیں جبکہ شہریوں کو محفوظ مقامات پر منتقل کیا جا رہا ہے پاکستان کے مختلف شہروں میں سیلاب متاثرین کی امداد کا سلسلہ جاری ہے اور حکومت نے متاثرہ علاقوں میں ریلیف کیمپ قائم کر دیے ہیں جبکہ شہریوں کو محفوظ مقامات پر منتقل کیا جا رہا ہے پاکستان کے مختلف شہروں میں سیلاب متاثرین کی امداد کا سلسلہ جاری ہے اور حکومت نے متاثرہ علاقوں میں ریلیف کیمپ قائم کر دیے <box>845 47 955 941</box>
news-title: امریکی خبر <box>610 31 655 41</box>
column-8 <box>2 24 118 1764</box>
news-header <box>605 28 715 44</box>
news-header <box>605 363 715 379</box>
news-header <box>125 1033 235 1049</box>
news-title: سیلاب متاثرہ <box>844 948 895 959</box>
news-number: خبر نمبر 7 <box>658 29 714 43</box>
news-number: خبر نمبر 5 <box>778 481 834 495</box>
news-title <box>366 1705 412 1719</box>
news-body: پاکستان کے مختلف شہروں میں سیلاب متاثرین کی امداد کا سلسلہ جاری ہے اور حکومت نے متاثرہ علاقوں میں ریلیف کیمپ قائم کر دیے ہیں جبکہ شہریوں کو محفوظ مقامات پر منتقل کیا جا رہا ہے پاکستان کے مختلف شہروں میں سیلاب متاثرین کی امداد کا سلسلہ جاری ہے اور حکومت نے متاثرہ علاقوں میں ریلیف کیمپ قائم کر دیے ہیں جبکہ شہریوں کو محفوظ مقامات پر منتقل کیا جا رہا ہے پاکستان کے مختلف شہروں میں سیلاب متاثرین کی امداد کا سلسلہ جاری ہے اور حکومت نے متاثرہ علاقوں میں ریلیف کیمپ قائم کر دیے ہیں جبکہ شہریوں کو محفوظ مقامات پر منتقل کیا جا رہا ہے پاکستان کے مختلف شہروں میں سیلاب متاثرین کی امداد کا سلسلہ جاری ہے اور حکومت نے متاثرہ علاقوں میں ریلیف کیمپ قائم کر دیے ہیں جبکہ شہریوں کو محفوظ مقامات پر منتقل کیا جا رہا ہے پاکستان کے مختلف شہروں میں سیلاب متاثرین کی امداد کا سلسلہ جاری ہے اور حکومت نے متاثرہ علاقوں میں ریلیف کیمپ قائم کر دیے ہیں جبکہ شہریوں کو محفوظ مقامات پر منتقل کیا جا رہا ہے پاکستان کے مختلف شہروں میں سیلاب متاثرین کی امداد کا سلسلہ جاری ہے اور حکومت نے متاثرہ علاقوں میں ریلیف کیمپ قائم کر دیے ہیں جبکہ شہریوں کو محفوظ مقامات پر منتقل کیا جا رہا ہے پاکستان کے مختلف شہروں میں سیلاب متاثرین کی امداد کا سلسلہ جاری ہے اور حکومت نے متاثرہ علاقوں میں ریلیف کیمپ قائم کر دیے ہیں جبکہ شہریوں کو محفوظ مقامات پر منتقل کیا جا رہا ہے پاکستان کے مختلف شہروں میں سیلاب متاثرین کی امداد کا سلسلہ جاری ہے اور حکومت نے متاثرہ علاقوں میں ریلیف کیمپ قائم کر دیے ہیں جبکہ شہریوں کو محفوظ مقامات پر منتقل کیا جا رہا ہے پاکستان کے مختلف شہروں میں سیلاب متاثرین کی امداد کا سلسلہ جاری ہے اور حکومت نے متاثرہ علاقوں میں ریلیف کیمپ قائم کر دیے ہیں جبکہ شہریوں کو محفوظ مقامات پر منتقل کیا جا رہا ہے پاکستان کے مختلف شہروں میں سیلاب متاثرین کی امداد کا سلسلہ جاری ہے اور حکومت نے متاثرہ علاقوں میں ریلیف کیمپ قائم کر <box>485 1210 595 1803</box>
news-title <box>126 813 172 827</box>
news-header <box>365 28 475 44</box>
news-body: پاکستان کے مختلف شہروں میں سیلاب متاثرین کی امداد کا سلسلہ جاری ہے اور حکومت نے متاثرہ علاقوں میں ریلیف کیمپ قائم کر دیے ہیں جبکہ شہریوں کو محفوظ مقامات پر منتقل کیا جا رہا ہے پاکستان کے مختلف شہروں میں سیلاب متاثرین کی امداد کا سلسلہ جاری ہے اور حکومت نے متاثرہ علاقوں میں ریلیف کیمپ قائم کر دیے ہیں جبکہ شہریوں کو محفوظ مقامات پر منتقل کیا جا رہا ہے پاکستان کے مختلف شہروں میں سیلاب متاثرین کی امداد کا سلسلہ جاری ہے اور حکومت نے متاثرہ علاقوں میں ریلیف کیمپ قائم کر دیے ہیں جبکہ شہریوں کو محفوظ مقامات پر منتقل کیا جا رہا ہے پاکستان کے مختلف شہروں میں سیلاب متاثرین کی امداد کا سلسلہ جاری ہے اور حکومت نے متاثرہ علاقوں میں ریلیف کیمپ قائم کر دیے ہیں جبکہ شہریوں کو محفوظ مقامات پر منتقل کیا جا رہا ہے پاکستان کے مختلف شہروں میں سیلاب متاثرین کی امداد کا سلسلہ جاری ہے اور حکومت نے متاثرہ علاقوں میں ریلیف کیمپ قائم کر دیے ہیں جبکہ شہریوں کو محفوظ مقامات پر منتقل کیا جا رہا ہے پاکستان کے مختلف شہروں میں سیلاب متاثرین کی امداد کا سلسلہ جاری ہے اور حکومت نے متاثرہ علاقوں میں ریلیف کیمپ قائم کر دیے ہیں جبکہ شہریوں کو محفوظ مقامات پر منتقل کیا جا رہا ہے پاکستان کے مختلف شہروں میں سیلاب متاثرین کی امداد کا سلسلہ جاری ہے اور حکومت نے متاثرہ علاقوں میں ریلیف کیمپ قائم کر دیے ہیں جبکہ شہریوں کو محفوظ مقامات پر منتقل کیا جا <box>605 382 715 808</box>
news-header <box>485 740 595 756</box>
news-body: پاکستان کے مختلف شہروں میں سیلاب متاثرین کی امداد کا سلسلہ جاری ہے اور حکومت نے متاثرہ علاقوں میں ریلیف کیمپ قائم کر دیے ہیں جبکہ شہریوں کو محفوظ مقامات پر منتقل کیا جا رہا ہے پاکستان کے مختلف شہروں میں سیلاب متاثرین کی امداد کا سلسلہ جاری ہے اور حکومت نے متاثرہ علاقوں میں ریلیف کیمپ قائم کر دیے ہیں جبکہ شہریوں کو محفوظ مقامات پر منتقل کیا جا رہا ہے پاکستان کے مختلف شہروں میں سیلاب متاثرین کی امداد کا سلسلہ جاری ہے اور حکومت نے متاثرہ علاقوں میں ریلیف کیمپ قائم کر دیے ہیں جبکہ شہریوں کو محفوظ مقامات پر منتقل کیا جا رہا ہے پاکستان کے مختلف شہروں میں سیلاب متاثرین کی امداد کا سلسلہ جاری ہے اور حکومت نے متاثرہ علاقوں میں ریلیف کیمپ قائم کر دیے ہیں جبکہ شہریوں کو محفوظ مقامات پر منتقل کیا جا رہا ہے پاکستان کے مختلف شہروں میں سیلاب متاثرین کی امداد کا سلسلہ جاری ہے اور حکومت نے متاثرہ علاقوں میں ریلیف کیمپ قائم کر دیے ہیں جبکہ شہریوں کو محفوظ مقامات پر منتقل کیا جا رہا ہے پاکستان کے مختلف شہروں میں سیلاب متاثرین کی امداد کا سلسلہ جاری ہے اور حکومت نے متاثرہ علاقوں میں ریلیف کیمپ قائم کر دیے ہیں جبکہ شہریوں کو <box>365 47 475 400</box>
news-header <box>5 745 115 761</box>
news-number: خبر نمبر 3 <box>778 29 834 43</box>
newspaper-logo-icon <box>803 3 815 15</box>
news-body: پاکستان کے مختلف شہروں میں سیلاب متاثرین کی امداد کا سلسلہ جاری ہے اور حکومت نے متاثرہ علاقوں میں ریلیف کیمپ قائم کر دیے ہیں جبکہ شہریوں کو محفوظ مقامات پر منتقل کیا جا رہا ہے پاکستان کے مختلف شہروں میں سیلاب متاثرین کی امداد کا سلسلہ جاری ہے اور حکومت نے متاثرہ علاقوں میں ریلیف کیمپ قائم کر دیے ہیں جبکہ شہریوں کو محفوظ مقامات پر منتقل کیا جا رہا ہے پاکستان کے مختلف شہروں میں سیلاب متاثرین کی امداد کا سلسلہ جاری ہے اور حکومت نے متاثرہ علاقوں میں ریلیف کیمپ قائم کر دیے ہیں جبکہ شہریوں کو محفوظ مقامات پر منتقل کیا جا رہا ہے پاکستان کے مختلف شہروں میں سیلاب متاثرین کی امداد کا سلسلہ جاری ہے اور حکومت نے متاثرہ علاقوں میں ریلیف کیمپ قائم کر دیے ہیں جبکہ شہریوں کو محفوظ مقامات پر منتقل کیا جا رہا ہے پاکستان کے مختلف شہروں میں سیلاب متاثرین کی امداد کا سلسلہ جاری ہے اور حکومت نے متاثرہ علاقوں میں ریلیف کیمپ قائم کر دیے ہیں جبکہ شہریوں کو محفوظ مقامات پر منتقل کیا جا رہا ہے پاکستان کے مختلف شہروں میں سیلاب متاثرین کی امداد کا سلسلہ جاری ہے اور حکومت نے متاثرہ علاقوں میں ریلیف کیمپ قائم کر دیے ہیں جبکہ شہریوں کو محفوظ مقامات پر منتقل کیا جا رہا ہے پاکستان کے مختلف شہروں میں سیلاب متاثرین کی امداد کا سلسلہ جاری ہے اور حکومت نے متاثرہ علاقوں میں ریلیف کیمپ قائم کر دیے ہیں جبکہ شہریوں کو محفوظ مقامات پر منتقل کیا جا رہا ہے پاکستان کے مختلف شہروں میں سیلاب متاثرین کی امداد کا سلسلہ جاری ہے اور حکومت نے متاثرہ علاقوں میں ریلیف کیمپ قائم کر دیے ہیں جبکہ شہریوں کو محفوظ مقامات پر منتقل کیا جا رہا ہے پاکستان کے مختلف شہروں میں سیلاب متاثرین کی امداد کا سلسلہ جاری ہے اور حکومت نے متاثرہ علاقوں میں ریلیف کیمپ قائم کر دیے ہیں جبکہ شہریوں کو محفوظ مقامات پر منتقل کیا جا رہا ہے پاکستان کے مختلف شہروں میں سیلاب متاثرین کی امداد کا سلسلہ جاری ہے اور حکومت نے متاثرہ علاقوں میں ریلیف کیمپ قائم کر دیے ہیں جبکہ شہریوں کو محفوظ مقامات پر منتقل کیا جا رہا ہے پاکستان کے مختلف شہروں میں سیلاب متاثرین کی امداد کا سلسلہ جاری ہے اور حکومت نے متاثرہ علاقوں میں ریلیف کیمپ قائم کر دیے ہیں جبکہ شہریوں کو محفوظ مقامات پر منتقل کیا جا رہا ہے پاکستان کے مختلف شہروں میں سیلاب متاثرین کی امداد کا سلسلہ جاری ہے اور حکومت نے متاثرہ علاقوں میں ریلیف کیمپ قائم کر دیے ہیں جبکہ شہریوں کو محفوظ مقامات پر منتقل کیا جا رہا ہے پاکستان کے مختلف شہروں میں سیلاب متاثرین کی امداد کا سلسلہ جاری ہے اور حکومت نے متاثرہ علاقوں میں ریلیف کیمپ قائم کر دیے ہیں جبکہ شہریوں کو محفوظ مقامات پر منتقل کیا جا رہا ہے پاکستان کے مختلف شہروں میں سیلاب متاثرین کی امداد کا سلسلہ جاری ہے اور حکومت نے متاثرہ علاقوں میں ریلیف کیمپ قائم کر دیے ہیں جبکہ شہریوں کو محفوظ مقامات پر منتقل کیا جا رہا ہے پاکستان کے مختلف شہروں میں سیلاب متاثرین کی امداد کا سلسلہ جاری ہے اور حکومت نے متاثرہ علاقوں میں ریلیف کیمپ قائم کر دیے ہیں جبکہ شہریوں کو محفوظ مقامات پر منتقل کیا جا رہا ہے پاکستان کے مختلف شہروں میں سیلاب متاثرین کی امداد کا سلسلہ جاری ہے اور حکومت نے متاثرہ علاقوں میں ریلیف کیمپ قائم کر دیے ہیں جبکہ شہریوں کو محفوظ مقامات پر منتقل کیا جا رہا ہے پاکستان کے مختلف شہروں میں سیلاب متاثرین کی امداد کا سلسلہ جاری ہے اور حکومت نے متاثرہ علاقوں میں ریلیف کیمپ قائم کر دیے ہیں جبکہ شہریوں کو محفوظ مقامات پر منتقل کیا جا رہا ہے پاکستان کے مختلف شہروں میں سیلاب متاثرین کی امداد کا سلسلہ جاری ہے ا <box>725 498 835 1559</box>
news-body: پاکستان کے مختلف شہروں میں سیلاب متاثرین کی امداد کا سلسلہ جاری ہے اور حکومت نے متاثرہ علاقوں میں ریلیف کیمپ قائم کر دیے ہیں جبکہ شہریوں کو محفوظ مقامات پر منتقل کیا جا رہا ہے پاکستان کے مختلف شہروں میں سیلاب متاثرین کی امداد کا سلسلہ جاری ہے اور حکومت نے متاثرہ علاقوں میں ریلیف کیمپ قائم کر دیے ہیں جبکہ شہریوں کو محفوظ مقامات پر منتقل کیا جا رہا ہے پاکستان کے مختلف شہروں میں سیلاب متاثرین کی امداد کا سلسلہ جاری ہے اور حکومت نے متاثرہ علاقوں میں ریلیف کیمپ قائم کر دیے ہیں جبکہ شہریوں کو محفوظ مقامات پر منتقل کیا جا رہا ہے پاکستان کے مختلف شہروں میں سیلاب متاثرین کی امداد کا سلسلہ جاری ہے اور حکومت نے متاثرہ علاقوں میں ریلیف کیمپ قائم کر دیے ہیں جبکہ شہریوں کو محفوظ مقامات پر منتقل کیا جا رہا ہے پاکستان کے مختلف شہروں میں سیلاب متاثرین کی امداد کا سلسلہ جاری ہے اور حکومت نے متاثرہ علاقوں میں ریلیف کیمپ قائم کر دیے ہیں جبکہ شہریوں کو محفوظ مقامات پر منتقل کیا جا رہا ہے پاکستان کے مختلف شہروں میں سیلاب متاثرین کی امداد کا سلسلہ جاری ہے اور حکومت نے متاثرہ علاقوں میں ریلیف کیمپ قائم کر دیے ہیں جبکہ شہریوں کو محفوظ مقامات پر منتقل کیا جا رہا ہے پاکستان کے مختلف شہروں میں سیلاب متاثرین کی امداد کا سلسلہ جاری ہے اور حکومت نے متاثرہ علاقوں میں ریلیف کیمپ قائم کر دیے ہیں جبکہ شہریوں کو محفوظ مقامات پر منتقل کیا جا <box>245 663 355 1089</box>
news-header <box>245 1094 355 1110</box>
news-number: خبر نمبر 29 <box>52 107 114 121</box>
news-header <box>596 1190 715 1206</box>
news-body: پاکستان کے مختلف شہروں میں سیلاب متاثرین کی امداد کا سلسلہ جاری ہے اور حکومت نے متاثرہ علاقوں میں ریلیف کیمپ قائم کر دیے ہیں جبکہ شہریوں کو محفوظ مقامات پر منتقل کیا جا رہا ہے پاکستان کے مختلف شہروں میں سیلاب متاثرین کی امداد کا سلسلہ جاری ہے اور حکومت نے متاثرہ علاقوں میں ریلیف کیمپ قائم کر دیے ہیں جبکہ شہریوں کو محفوظ مقامات پر منتقل کیا جا رہا ہے پاکستان کے مختلف شہروں میں سیلاب متاثرین کی امداد کا سلسلہ جاری ہے اور حکومت نے متاثرہ علاقوں میں ریلیف کیمپ قائم کر دیے ہیں جبکہ شہریوں کو محفوظ مقامات پر منتقل کیا جا رہا ہے پاکستان کے مختلف شہروں میں سیلاب متاثرین کی امداد کا سلسلہ جاری ہے اور حکومت نے متاثرہ علاقوں میں ریلیف کیمپ قائم کر دیے ہیں جبکہ شہریوں کو محفوظ مقامات پر منتقل کیا جا رہا ہے پاکستان کے مختلف شہروں میں سیلاب متاثرین کی امداد کا سلسلہ جاری ہے اور حکومت نے متاثرہ علاقوں میں ریلیف کیمپ قائم کر دیے ہیں جبکہ شہریوں کو محفوظ مقامات پر منتقل کیا جا رہا ہے پاکستان کے مختلف شہروں میں سیلاب متاثرین کی امداد کا سلسلہ جاری ہے اور حکومت نے متاثرہ علاقوں میں ریلیف کیمپ قائم کر دیے ہیں جبکہ شہریوں کو محفوظ مقامات پر منتقل کیا جا رہا ہے پاکستان کے مختلف شہروں میں سیلاب متاثرین کی امداد کا سلسلہ جاری ہے اور حکومت نے متاثرہ علاقوں میں ریلیف کیمپ قائم کر دیے ہیں جبکہ شہریوں کو محفوظ مقامات پر منتقل کیا جا رہا ہے پاکستان کے مختلف شہروں میں سیلاب متاثرین کی امداد کا سلسلہ جاری ہے اور حکومت نے متاثرہ علاقوں میں ریلیف کیمپ قائم کر دیے ہیں جبکہ شہریوں کو محفوظ مقامات پر منتقل کیا جا رہا ہے پاکستان کے مختلف شہروں میں سیلاب متاثرین کی امداد کا سلسلہ جاری ہے اور حکومت نے متاثرہ علاقوں میں ریلیف کیمپ قائم کر دیے ہیں جبکہ شہریوں کو محفوظ مقامات پر منتقل کیا جا رہا ہے پاکستان کے مختلف شہروں میں سیلاب متاثرین کی امداد کا سلسلہ جاری ہے اور حکومت نے متاثرہ علاقوں میں ریلیف کیمپ قائم کر دیے ہیں جبکہ شہریوں کو محفوظ مقامات پر منتقل کیا جا رہا ہے پاکستان کے مختلف شہروں میں سیلاب متاثرین کی امداد کا سلسلہ جاری ہے اور حکومت نے متاثرہ علاقوں میں ریلیف کیمپ قائم کر دیے ہیں جبکہ شہریوں کو محفوظ مقامات پر منتقل کیا جا رہا ہے پاکستان کے مختلف شہروں میں سیلاب متا <box>845 964 955 1651</box>
news-header <box>365 405 475 421</box>
news-header <box>485 930 595 946</box>
news-body: پاکستان کے مختلف شہروں میں سیلاب متاثرین کی امداد کا سلسلہ جاری ہے اور حکومت نے متاثرہ علاقوں میں ریلیف کیمپ قائم کر دیے ہیں جبکہ شہریوں کو محفوظ مقامات پر منتقل کیا جا رہا ہے پاکستان کے مختلف شہروں میں سیلاب متاثرین کی امداد کا سلسلہ جاری ہے اور حکومت نے متاثرہ علاقوں میں ریلیف کیمپ قائم کر دیے ہیں جبکہ شہریوں کو محفوظ مقامات پر منتقل کیا جا رہا ہے پاکستان کے مختلف شہروں میں سیلاب متاثرین کی امداد کا سلسلہ جاری ہے اور حکومت نے متاثرہ علاقوں میں ریلیف کیمپ قائم کر دیے ہیں جبکہ شہریوں کو محفوظ مقامات پر منتقل کیا جا رہا ہے پاکستان کے مختلف شہروں میں سیلاب متاثرین کی امداد کا سلسلہ جاری ہے اور حکومت نے متاث <box>125 1051 235 1269</box>
news-number: خبر نمبر 32 <box>52 873 114 887</box>
news-number: خبر نمبر 9 <box>658 814 714 828</box>
news-number: خبر نمبر 17 <box>412 29 474 43</box>
news-header <box>5 106 115 122</box>
news-body: پاکستان کے مختلف شہروں میں سیلاب متاثرین کی امداد کا سلسلہ جاری ہے اور حکومت نے متاثرہ علاقوں میں ریلیف کیمپ قائم کر دیے ہیں جبکہ شہریوں کو محفوظ مقامات پر منتقل کیا جا رہا ہے پاکستان کے مختلف شہروں میں سیلاب متاثرین کی امداد کا سلسلہ جاری ہے اور حکومت نے متاثرہ علاقوں میں ریلیف کیمپ قائم کر دیے ہیں جبکہ شہریوں کو محفوظ مقامات پر منتقل کیا جا رہا ہے پاکستان کے مختلف شہروں میں سیلاب متاثرین کی امداد کا سلس <box>5 891 115 1036</box>
news-body: پاکستان کے مختلف شہروں میں سیلاب متاثرین کی امداد کا سلسلہ جاری ہے اور حکومت نے متاثرہ علاقوں میں ریلیف کیمپ قائم کر دیے ہیں جبکہ شہریوں کو محفوظ مقامات پر منتقل کیا جا رہا ہے پاکستان کے مختلف شہروں میں سیلاب متاثرین کی امداد کا سلسلہ جاری ہے اور حکومت نے متاثرہ علاقوں میں ریلیف کیمپ قائم کر دیے ہیں جبکہ شہریوں کو محفوظ مقامات پر منتقل کیا جا رہا ہے پاکستان کے مختلف شہروں میں سیلاب متاثرین کی امداد کا سلسلہ جاری ہے اور حکومت نے متاثرہ علاقوں میں ریلیف کیمپ قائم کر دیے ہیں جبکہ شہریوں کو محفوظ مقامات پر منتقل کیا جا رہا ہے پاکستان کے مختلف شہروں میں سیلاب متاثرین کی امداد کا سلسلہ جاری ہے اور حکومت نے متاثرہ علاقوں میں ریلیف کیمپ قائم کر دیے ہیں جبکہ شہریوں کو محفوظ مقامات پر منتقل کیا جا رہا ہے پاکستان کے مختلف شہروں میں سیلاب متاثرین کی امداد کا سلسلہ جاری ہے اور حکومت نے متاثرہ علاقوں میں ریلیف کیمپ قائم کر دیے ہیں جبکہ شہریوں کو محفوظ مقامات پر منتقل کیا جا رہا ہے پاکستان کے مختلف شہروں میں سیلاب متاثرین کی امداد کا سلسلہ جاری ہے اور حکومت نے متاثرہ علاقوں میں ریلیف کیمپ قائم کر دیے ہیں جبکہ شہریوں کو <box>5 125 115 478</box>
news-title <box>846 1657 898 1671</box>
news-body: پاکستان کے مختلف شہروں میں سیلاب متاثرین کی امداد کا سلسلہ جاری ہے اور حکومت نے متاثرہ علاقوں میں ریلیف کیمپ قائم کر دیے ہیں جبکہ شہریوں کو محفوظ مقامات پر منتقل کیا جا رہا ہے پاکستان کے مختلف شہروں میں سیلاب متاثرین کی امداد کا سلسلہ جاری ہے اور حکومت نے متاثرہ علاقوں می <box>5 764 115 867</box>
news-header <box>725 311 835 327</box>
news-title <box>246 29 292 43</box>
news-number: خبر نمبر 22 <box>412 1159 474 1173</box>
news-body: پاکستان کے مختلف شہروں میں سیلاب متاثرین کی امداد کا سلسلہ جاری ہے اور حکومت نے متاثرہ علاقوں میں ریلیف کیمپ قائم کر دیے ہیں جبکہ شہریوں کو محفوظ مقامات پر منتقل کیا جا رہا ہے پاکستان کے مختلف شہروں میں سیلاب متاثرین کی امداد کا سلسلہ جاری ہے اور حکومت نے متاثرہ علاقوں میں ریلیف کیمپ قائم کر دیے ہیں جبکہ شہریوں کو محفوظ مقامات پر منتقل کیا جا رہا ہے پاکستان کے مختلف شہروں میں سیلاب متاثرین کی امداد کا سلس <box>725 330 835 475</box>
news-title: انٹرنیشنل خبر <box>596 1192 648 1203</box>
column-1 <box>841 24 958 1934</box>
news-number: خبر نمبر 22 <box>292 1095 354 1109</box>
news-header <box>245 28 355 44</box>
news-title <box>6 746 52 760</box>
